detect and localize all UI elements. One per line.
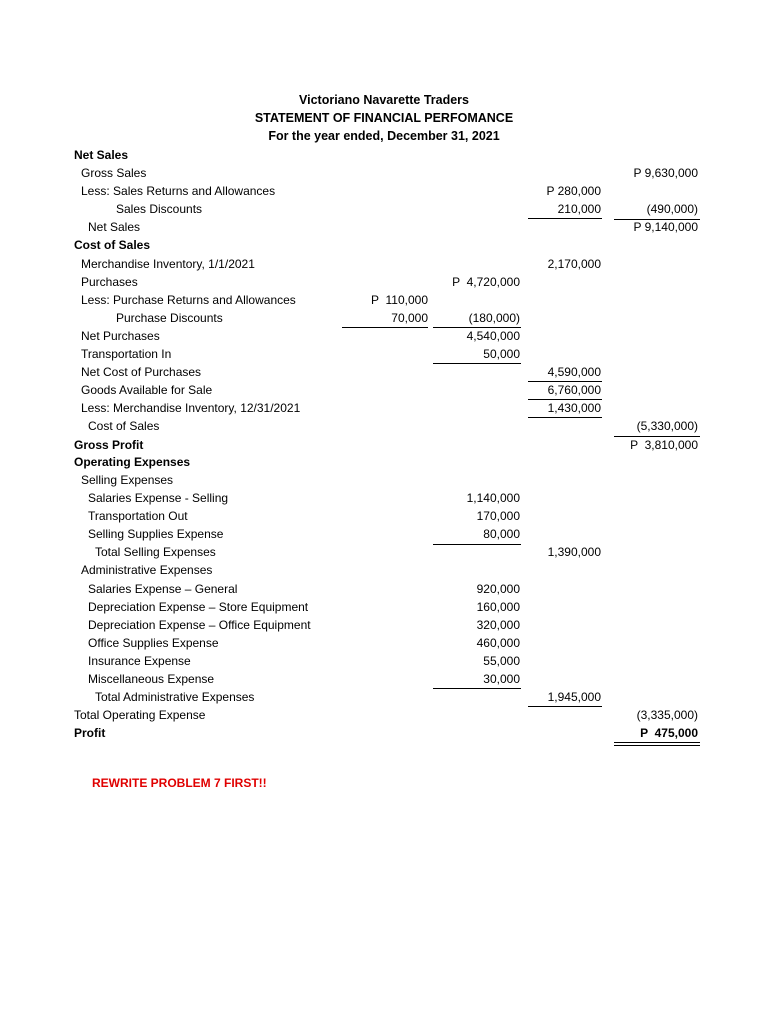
row-gross-sales (0, 164, 768, 182)
amount-col2: P 4,720,000 (452, 275, 520, 289)
amount-col2: 920,000 (476, 582, 520, 596)
amount-col2: (180,000) (468, 311, 520, 325)
amount-col3: P 280,000 (546, 184, 601, 198)
row-label: Total Operating Expense (74, 708, 206, 722)
row-label: Less: Purchase Returns and Allowances (81, 293, 296, 307)
underline (433, 363, 521, 364)
row-label: Profit (74, 726, 106, 740)
amount-col3: 1,945,000 (547, 690, 601, 704)
underline (528, 706, 602, 707)
underline (614, 219, 700, 220)
row-label: Net Cost of Purchases (81, 365, 202, 379)
row-label: Depreciation Expense – Store Equipment (88, 600, 309, 614)
amount-col2: 460,000 (476, 636, 520, 650)
row-admin-expenses-heading (0, 561, 768, 579)
row-label: Cost of Sales (74, 238, 151, 252)
row-office-supplies (0, 634, 768, 652)
double-underline (614, 745, 700, 746)
row-purchase-returns (0, 291, 768, 309)
amount-col3: 1,390,000 (547, 545, 601, 559)
amount-col2: 80,000 (483, 527, 520, 541)
amount-col2: 1,140,000 (466, 491, 520, 505)
underline (614, 436, 700, 437)
row-label: Salaries Expense - Selling (88, 491, 229, 505)
statement-title: STATEMENT OF FINANCIAL PERFOMANCE (254, 111, 514, 125)
amount-col1: P 110,000 (371, 293, 428, 307)
amount-col2: 30,000 (483, 672, 520, 686)
row-label: Less: Sales Returns and Allowances (81, 184, 276, 198)
row-label: Less: Merchandise Inventory, 12/31/2021 (81, 401, 301, 415)
row-total-admin (0, 688, 768, 706)
row-label: Sales Discounts (116, 202, 203, 216)
row-label: Cost of Sales (88, 419, 160, 433)
row-label: Operating Expenses (74, 455, 191, 469)
row-depr-store (0, 598, 768, 616)
amount-col2: 55,000 (483, 654, 520, 668)
amount-col2: 320,000 (476, 618, 520, 632)
amount-col4: P 3,810,000 (630, 438, 698, 452)
row-label: Administrative Expenses (81, 563, 213, 577)
underline (528, 399, 602, 400)
amount-col2: 4,540,000 (466, 329, 520, 343)
amount-col2: 170,000 (476, 509, 520, 523)
row-merch-inventory-begin (0, 255, 768, 273)
amount-col3: 2,170,000 (547, 257, 601, 271)
row-label: Transportation In (81, 347, 172, 361)
row-label: Miscellaneous Expense (88, 672, 215, 686)
amount-col1: 70,000 (391, 311, 428, 325)
row-net-sales-heading (0, 146, 768, 164)
row-gross-profit (0, 436, 768, 454)
row-total-operating (0, 706, 768, 724)
row-label: Insurance Expense (88, 654, 191, 668)
row-merch-inventory-end (0, 399, 768, 417)
row-label: Purchases (81, 275, 138, 289)
underline (528, 417, 602, 418)
row-net-cost-purchases (0, 363, 768, 381)
row-net-sales (0, 218, 768, 236)
row-label: Net Purchases (81, 329, 160, 343)
underline (528, 218, 602, 219)
row-purchases (0, 273, 768, 291)
row-label: Gross Profit (74, 438, 144, 452)
amount-col4: (490,000) (646, 202, 698, 216)
amount-col4: P 475,000 (640, 726, 698, 740)
row-net-purchases (0, 327, 768, 345)
amount-col3: 210,000 (557, 202, 601, 216)
row-label: Gross Sales (81, 166, 147, 180)
row-operating-expenses-heading (0, 453, 768, 471)
row-profit (0, 724, 768, 742)
amount-col4: (3,335,000) (636, 708, 698, 722)
row-label: Merchandise Inventory, 1/1/2021 (81, 257, 255, 271)
amount-col3: 6,760,000 (547, 383, 601, 397)
row-transportation-out (0, 507, 768, 525)
amount-col3: 1,430,000 (547, 401, 601, 415)
statement-period: For the year ended, December 31, 2021 (268, 129, 500, 143)
row-label: Salaries Expense – General (88, 582, 238, 596)
underline (433, 327, 521, 328)
amount-col4: (5,330,000) (636, 419, 698, 433)
row-label: Total Administrative Expenses (95, 690, 255, 704)
row-sales-discounts (0, 200, 768, 218)
row-label: Goods Available for Sale (81, 383, 213, 397)
row-label: Transportation Out (88, 509, 188, 523)
row-cost-of-sales-heading (0, 236, 768, 254)
row-label: Net Sales (88, 220, 141, 234)
row-selling-supplies (0, 525, 768, 543)
double-underline (614, 742, 700, 743)
amount-col2: 50,000 (483, 347, 520, 361)
amount-col4: P 9,140,000 (633, 220, 698, 234)
amount-col4: P 9,630,000 (633, 166, 698, 180)
row-salaries-general (0, 580, 768, 598)
underline (433, 544, 521, 545)
row-transportation-in (0, 345, 768, 363)
row-total-selling (0, 543, 768, 561)
underline (528, 381, 602, 382)
amount-col2: 160,000 (476, 600, 520, 614)
row-selling-expenses-heading (0, 471, 768, 489)
company-name: Victoriano Navarette Traders (299, 93, 469, 107)
row-label: Net Sales (74, 148, 129, 162)
row-insurance (0, 652, 768, 670)
underline (342, 327, 428, 328)
instruction-note: REWRITE PROBLEM 7 FIRST!! (92, 776, 267, 790)
row-sales-returns (0, 182, 768, 200)
row-label: Depreciation Expense – Office Equipment (88, 618, 311, 632)
row-depr-office (0, 616, 768, 634)
row-label: Purchase Discounts (116, 311, 223, 325)
row-salaries-selling (0, 489, 768, 507)
row-label: Selling Expenses (81, 473, 174, 487)
row-label: Total Selling Expenses (95, 545, 216, 559)
underline (433, 688, 521, 689)
row-label: Office Supplies Expense (88, 636, 219, 650)
row-label: Selling Supplies Expense (88, 527, 224, 541)
row-purchase-discounts (0, 309, 768, 327)
amount-col3: 4,590,000 (547, 365, 601, 379)
row-goods-available (0, 381, 768, 399)
row-cost-of-sales (0, 417, 768, 435)
row-miscellaneous (0, 670, 768, 688)
